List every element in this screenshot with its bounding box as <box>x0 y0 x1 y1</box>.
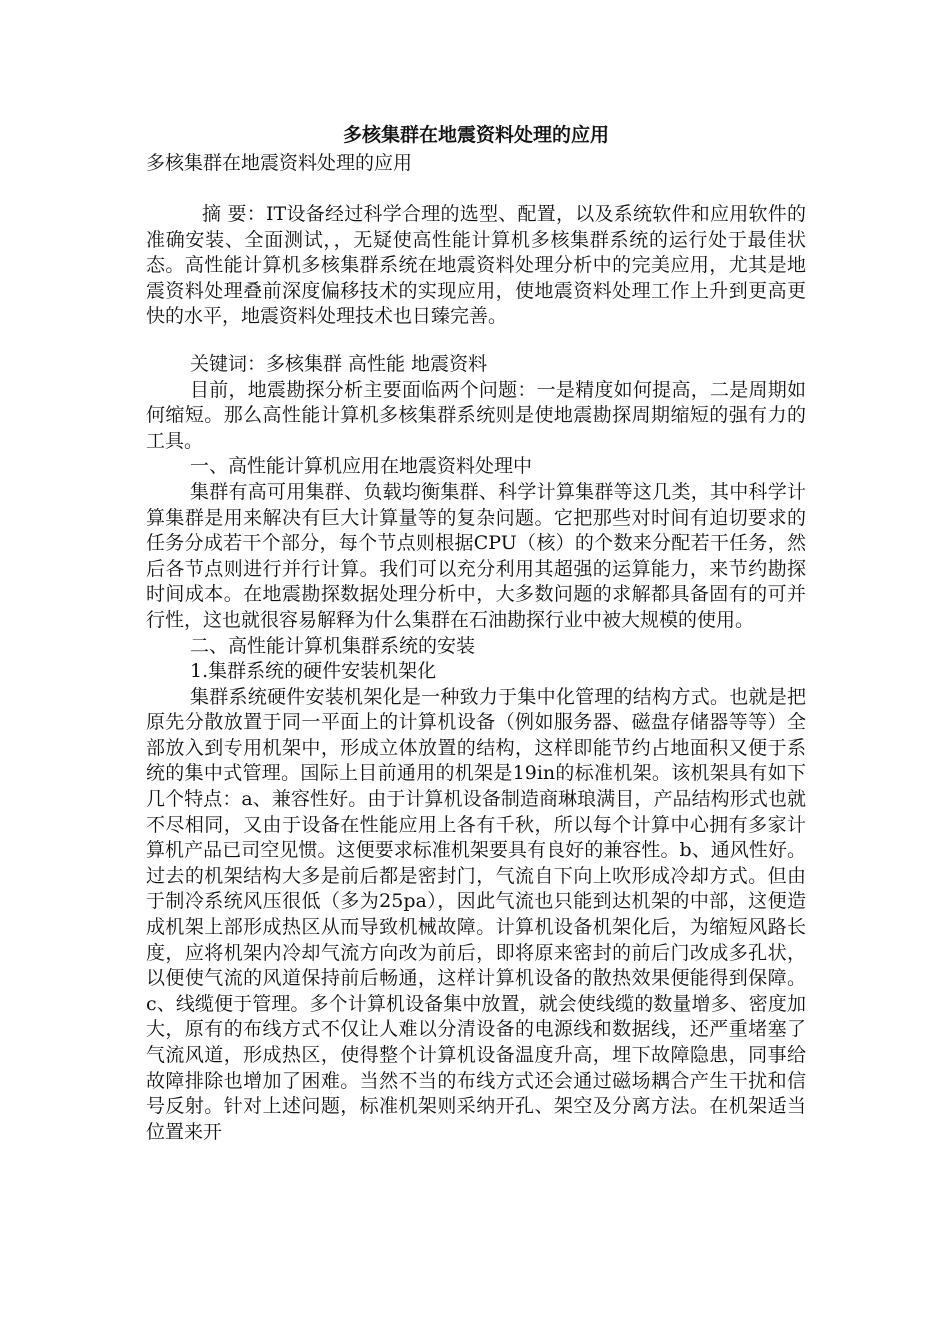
keywords-line: 关键词：多核集群 高性能 地震资料 <box>190 352 488 375</box>
section-heading-2: 二、高性能计算机集群系统的安装 <box>190 634 476 657</box>
section-1-paragraph: 集群有高可用集群、负载均衡集群、科学计算集群等这几类，其中科学计算集群是用来解决有巨大计算量等的复杂问题。它把那些对时间有迫切要求的任务分成若干个部分，每个节点则根据CPU（核）的个数来分配若干任务，然后各节点则进行并行计算。我们可以充分利用其超强的运算能力，来节约勘探时间成本。在地震勘探数据处理分析中，大多数问题的求解都具备固有的可并行性，这也就很容易解释为什么集群在石油勘探行业中被大规模的使用。 <box>146 480 806 631</box>
spacer <box>146 176 806 202</box>
document-title: 多核集群在地震资料处理的应用 <box>342 124 609 146</box>
document-subtitle: 多核集群在地震资料处理的应用 <box>146 152 413 174</box>
intro-paragraph: 目前，地震勘探分析主要面临两个问题：一是精度如何提高，二是周期如何缩短。那么高性能计算机多核集群系统则是使地震勘探周期缩短的强有力的工具。 <box>146 378 806 452</box>
subsection-1-paragraph: 集群系统硬件安装机架化是一种致力于集中化管理的结构方式。也就是把原先分散放置于同一平面上的计算机设备（例如服务器、磁盘存储器等等）全部放入到专用机架中，形成立体放置的结构，这样即能节约占地面积又便于系统的集中式管理。国际上目前通用的机架是19in的标准机架。该机架具有如下几个特点：a、兼容性好。由于计算机设备制造商琳琅满目，产品结构形式也就不尽相同，又由于设备在性能应用上各有千秋，所以每个计算中心拥有多家计算机产品已司空见惯。这便要求标准机架要具有良好的兼容性。b、通风性好。过去的机架结构大多是前后都是密封门，气流自下向上吹形成冷却方式。但由于制冷系统风压很低（多为25pa），因此气流也只能到达机架的中部，这便造成机架上部形成热区从而导致机械故障。计算机设备机架化后，为缩短风路长度，应将机架内冷却气流方向改为前后，即将原来密封的前后门改成多孔状，以便使气流的风道保持前后畅通，这样计算机设备的散热效果便能得到保障。c、线缆便于管理。多个计算机设备集中放置，就会使线缆的数量增多、密度加大，原有的布线方式不仅让人难以分清设备的电源线和数据线，还严重堵塞了气流风道，形成热区，使得整个计算机设备温度升高，埋下故障隐患，同事给故障排除也增加了困难。当然不当的布线方式还会通过磁场耦合产生干扰和信号反射。针对上述问题，标准机架则采纳开孔、架空及分离方法。在机架适当位置来开 <box>146 685 806 1143</box>
document-page <box>146 120 806 1145</box>
section-heading-1: 一、高性能计算机应用在地震资料处理中 <box>190 455 533 478</box>
abstract-paragraph: 摘 要：IT设备经过科学合理的选型、配置，以及系统软件和应用软件的准确安装、全面测试，，无疑使高性能计算机多核集群系统的运行处于最佳状态。高性能计算机多核集群系统在地震资料处理分析中的完美应用，尤其是地震资料处理叠前深度偏移技术的实现应用，使地震资料处理工作上升到更高更快的水平，地震资料处理技术也日臻完善。 <box>146 203 806 328</box>
spacer <box>146 330 806 352</box>
subsection-heading-1: 1.集群系统的硬件安装机架化 <box>190 660 437 683</box>
